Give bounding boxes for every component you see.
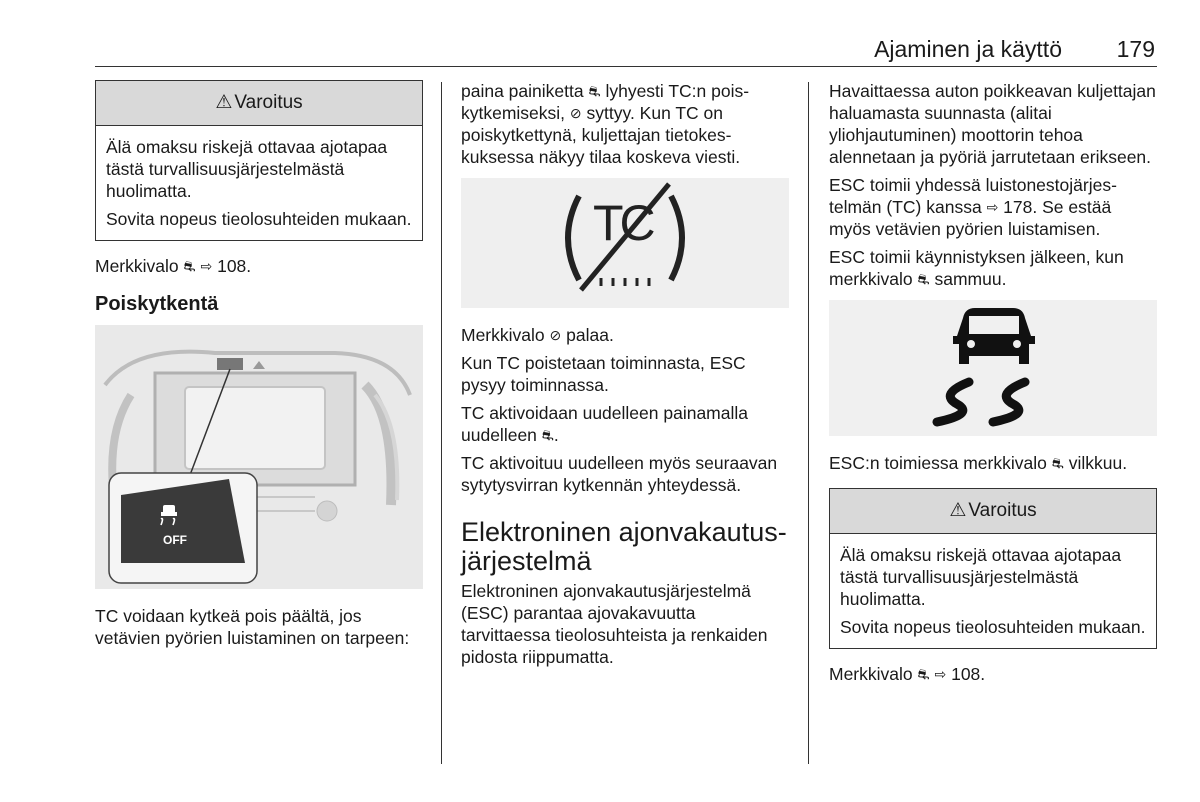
arrow-right-icon: ⇨ — [200, 258, 213, 274]
esc-skid-car-icon: ⛐ — [917, 271, 930, 287]
ref-page[interactable]: 108. — [951, 664, 986, 684]
column-divider — [441, 82, 442, 764]
warning-title: Varoitus — [968, 500, 1037, 521]
column-divider — [808, 82, 809, 764]
warning-body — [830, 534, 1156, 648]
warning-title: Varoitus — [234, 92, 303, 113]
ref-label: Merkkivalo — [829, 664, 913, 684]
paragraph: TC aktivoituu uudelleen myös seuraavan sytytysvirran kytkennän yhteydessä. — [461, 453, 778, 495]
paragraph: ESC toimii yhdessä luistonestojärjestelmän (TC) kanssa ⇨ 178. Se estää myös vetävien pyörien luistamisen. — [829, 175, 1117, 239]
paragraph: TC aktivoidaan uudelleen painamalla uudelleen ⛐. — [461, 403, 748, 445]
esc-illustration — [829, 300, 1157, 436]
warning-text: Älä omaksu riskejä ottavaa ajotapaa tästä turvallisuusjärjestelmästä huolimatta. — [840, 545, 1122, 609]
arrow-right-icon: ⇨ — [934, 666, 947, 682]
esc-skid-car-icon: ⛐ — [183, 258, 196, 274]
column-2 — [461, 80, 789, 674]
warning-text: Sovita nopeus tieolosuhteiden mukaan. — [840, 617, 1146, 637]
warning-box — [95, 80, 423, 241]
paragraph: ESC toimii käynnistyksen jälkeen, kun merkkivalo ⛐ sammuu. — [829, 247, 1124, 289]
paragraph: ESC:n toimiessa merkkivalo ⛐ vilkkuu. — [829, 453, 1128, 473]
dashboard-illustration — [95, 325, 423, 589]
paragraph: Kun TC poistetaan toiminnasta, ESC pysyy toiminnassa. — [461, 353, 746, 395]
paragraph: Elektroninen ajonvakautusjärjestelmä (ESC) parantaa ajovakavuutta tarvittaessa tieolosuhteista ja renkaiden pidosta riippumatta. — [461, 581, 768, 667]
esc-skid-car-icon: ⛐ — [1051, 455, 1064, 471]
tc-symbol-text: TC — [593, 195, 652, 251]
paragraph: Merkkivalo ⊘ palaa. — [461, 325, 614, 345]
section-heading: Elektroninen ajonvakautusjärjestelmä — [461, 517, 787, 576]
cross-reference — [95, 255, 423, 277]
paragraph: Havaittaessa auton poikkeavan kuljettajan haluamasta suunnasta (alitai yliohjautuminen) moottorin tehoa alennetaan ja pyöriä jarrutetaan erikseen. — [829, 81, 1156, 167]
warning-header — [830, 489, 1156, 534]
esc-skid-car-icon: ⛐ — [541, 427, 554, 443]
column-1 — [95, 80, 423, 655]
warning-text: Älä omaksu riskejä ottavaa ajotapaa tästä turvallisuusjärjestelmästä huolimatta. — [106, 137, 388, 201]
ref-page[interactable]: 108. — [217, 256, 252, 276]
warning-text: Sovita nopeus tieolosuhteiden mukaan. — [106, 209, 412, 229]
ref-label: Merkkivalo — [95, 256, 179, 276]
page-header — [95, 30, 1157, 67]
cross-reference — [829, 663, 1157, 685]
esc-skid-car-icon: ⛐ — [917, 666, 930, 682]
warning-triangle-icon: ⚠ — [215, 92, 233, 113]
tc-off-icon: ⊘ — [549, 327, 562, 343]
tc-off-icon: ⊘ — [569, 105, 582, 121]
warning-box — [829, 488, 1157, 649]
chapter-title: Ajaminen ja käyttö — [874, 36, 1062, 62]
page-number: 179 — [1116, 36, 1155, 62]
warning-header — [96, 81, 422, 126]
paragraph: paina painiketta ⛐ lyhyesti TC:n poiskytkemiseksi, ⊘ syttyy. Kun TC on poiskytkettynä, kuljettajan tietokeskuksessa näkyy tilaa koskeva viesti. — [461, 81, 750, 167]
warning-body — [96, 126, 422, 240]
paragraph: TC voidaan kytkeä pois päältä, jos vetävien pyörien luistaminen on tarpeen: — [95, 606, 410, 648]
column-3 — [829, 80, 1157, 691]
tc-off-illustration — [461, 178, 789, 308]
warning-triangle-icon: ⚠ — [949, 500, 967, 521]
section-heading: Poiskytkentä — [95, 293, 219, 315]
arrow-right-icon: ⇨ — [986, 199, 999, 215]
off-button-label: OFF — [163, 533, 187, 547]
esc-skid-car-icon: ⛐ — [588, 83, 601, 99]
